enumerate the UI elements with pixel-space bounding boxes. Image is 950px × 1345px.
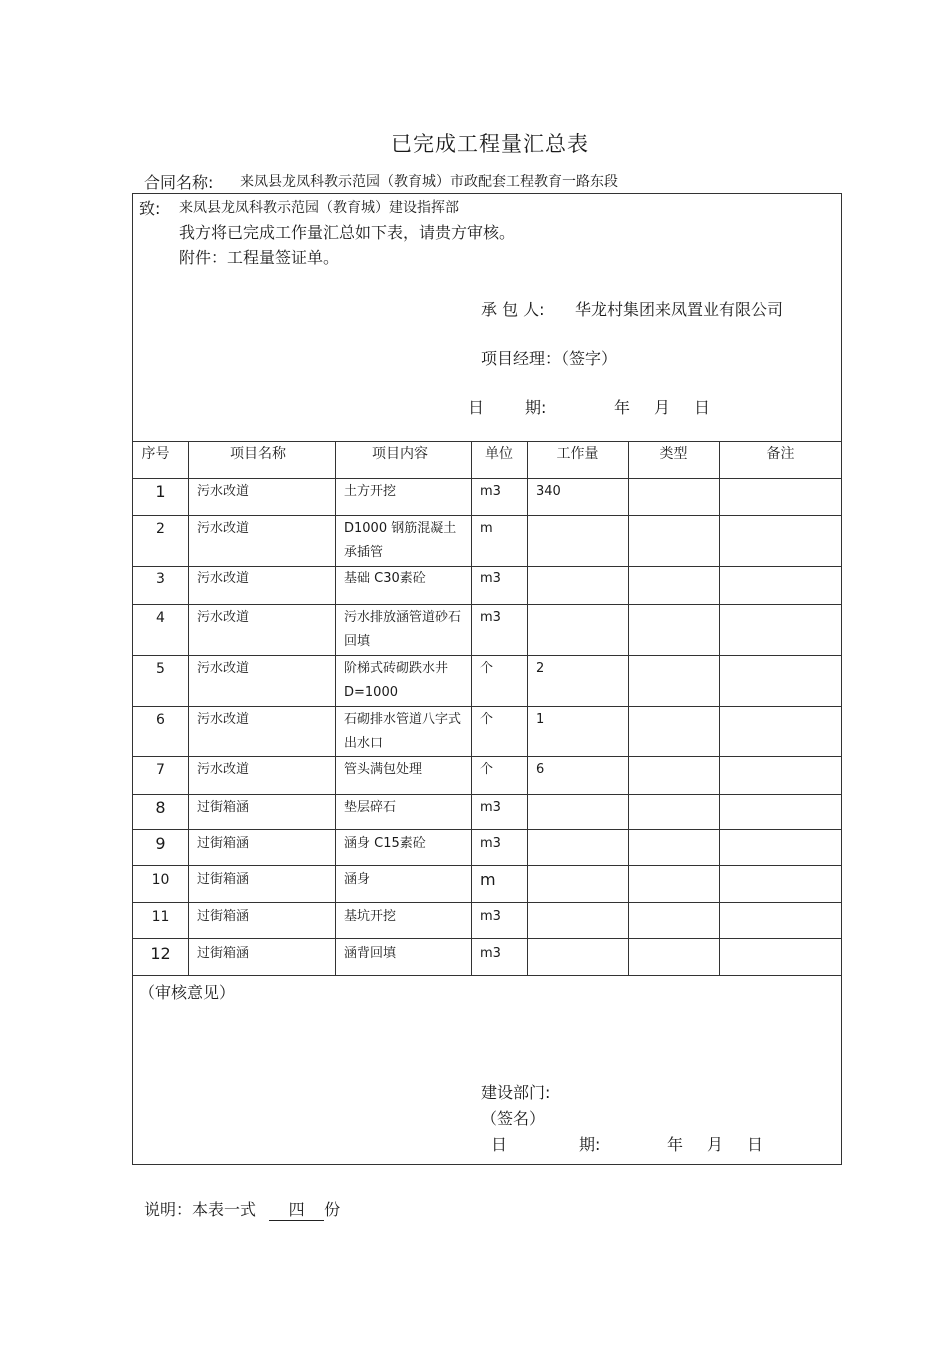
- header-type: 类型: [659, 446, 688, 462]
- table-rule: [133, 706, 842, 707]
- recipient: 来凤县龙凤科教示范园（教育城）建设指挥部: [179, 200, 459, 216]
- row-item-content: 基坑开挖: [344, 909, 397, 924]
- row-item-content: 管头满包处理: [344, 762, 423, 777]
- row-unit: m3: [480, 800, 501, 815]
- review-date-year: 年: [667, 1135, 684, 1154]
- table-rule: [133, 938, 842, 939]
- header-quantity: 工作量: [556, 446, 599, 462]
- copies-count: 四: [269, 1197, 324, 1221]
- table-rule: [133, 829, 842, 830]
- date-day-char: 日: [468, 398, 485, 417]
- date-label: 期:: [525, 398, 547, 417]
- row-item-name: 污水改道: [197, 661, 250, 676]
- row-item-name: 过街箱涵: [197, 872, 250, 887]
- row-unit: 个: [480, 661, 494, 676]
- row-quantity: 340: [536, 484, 561, 499]
- row-seq: 5: [156, 661, 165, 677]
- table-rule: [133, 515, 842, 516]
- column-rule: [188, 441, 189, 975]
- row-item-content: 涵背回填: [344, 946, 397, 961]
- row-seq: 7: [156, 762, 165, 778]
- row-item-name: 污水改道: [197, 610, 250, 625]
- review-date-month: 月: [707, 1135, 724, 1154]
- header-seq: 序号: [141, 446, 170, 462]
- project-manager-signature: 项目经理：（签字）: [481, 349, 618, 368]
- row-seq: 4: [156, 610, 165, 626]
- row-seq: 1: [155, 482, 166, 501]
- to-label: 致:: [139, 199, 161, 218]
- row-item-content: 垫层碎石: [344, 800, 397, 815]
- row-item-content: 土方开挖: [344, 484, 397, 499]
- row-unit: m: [480, 521, 493, 536]
- table-rule: [133, 756, 842, 757]
- column-rule: [719, 441, 720, 975]
- copies-note: [144, 1197, 340, 1221]
- row-seq: 3: [156, 571, 165, 587]
- row-seq: 11: [151, 909, 170, 925]
- row-item-name: 污水改道: [197, 712, 250, 727]
- row-unit: m3: [480, 909, 501, 924]
- review-date-day: 日: [747, 1135, 764, 1154]
- row-item-content: 基础 C30素砼: [344, 571, 426, 586]
- header-item-content: 项目内容: [372, 446, 428, 462]
- table-bottom-rule: [133, 975, 842, 976]
- row-seq: 8: [155, 798, 166, 817]
- row-item-name: 过街箱涵: [197, 946, 250, 961]
- row-quantity: 6: [536, 762, 545, 777]
- row-unit: m3: [480, 836, 501, 851]
- row-item-name: 污水改道: [197, 762, 250, 777]
- column-rule: [335, 441, 336, 975]
- column-rule: [628, 441, 629, 975]
- row-item-name: 污水改道: [197, 571, 250, 586]
- row-item-content: 涵身 C15素砼: [344, 836, 426, 851]
- row-item-name: 污水改道: [197, 521, 250, 536]
- table-rule: [133, 655, 842, 656]
- date-year: 年: [614, 398, 631, 417]
- row-quantity: 2: [536, 661, 545, 676]
- copies-note-suffix: 份: [324, 1200, 341, 1219]
- row-quantity: 1: [536, 712, 545, 727]
- construction-dept-label: 建设部门:: [481, 1083, 551, 1102]
- table-rule: [133, 902, 842, 903]
- letter-line-2: 附件：工程量签证单。: [179, 248, 340, 267]
- review-opinion-label: （审核意见）: [139, 983, 236, 1002]
- row-seq: 10: [151, 872, 170, 888]
- row-item-content: D1000 钢筋混凝土承插管: [344, 521, 457, 560]
- letter-line-1: 我方将已完成工作量汇总如下表，请贵方审核。: [179, 223, 516, 242]
- row-unit: m3: [480, 484, 501, 499]
- date-month: 月: [654, 398, 671, 417]
- row-unit: m3: [480, 946, 501, 961]
- row-seq: 2: [156, 521, 165, 537]
- header-unit: 单位: [485, 446, 513, 462]
- table-rule: [133, 478, 842, 479]
- date-day: 日: [694, 398, 711, 417]
- row-unit: m: [480, 870, 496, 889]
- table-rule: [133, 604, 842, 605]
- row-item-name: 污水改道: [197, 484, 250, 499]
- table-top-rule: [133, 441, 842, 442]
- copies-note-label: 说明：本表一式: [144, 1200, 257, 1219]
- row-item-name: 过街箱涵: [197, 800, 250, 815]
- contractor-name: 华龙村集团来凤置业有限公司: [575, 300, 784, 319]
- contractor-label: 承 包 人:: [481, 300, 545, 319]
- row-unit: 个: [480, 762, 494, 777]
- column-rule: [527, 441, 528, 975]
- row-unit: m3: [480, 571, 501, 586]
- page-title: 已完成工程量汇总表: [391, 132, 589, 156]
- row-item-content: 石砌排水管道八字式出水口: [344, 712, 462, 751]
- review-date-label: 期:: [579, 1135, 601, 1154]
- table-rule: [133, 794, 842, 795]
- table-rule: [133, 865, 842, 866]
- row-item-content: 阶梯式砖砌跌水井 D=1000: [344, 661, 449, 700]
- row-seq: 9: [155, 834, 166, 853]
- row-item-name: 过街箱涵: [197, 836, 250, 851]
- row-seq: 12: [150, 944, 171, 963]
- contract-label: 合同名称:: [144, 173, 214, 192]
- row-unit: 个: [480, 712, 494, 727]
- review-date-day-char: 日: [491, 1135, 508, 1154]
- header-remark: 备注: [766, 446, 795, 462]
- row-item-content: 污水排放涵管道砂石回填: [344, 610, 462, 649]
- column-rule: [471, 441, 472, 975]
- contract-name: 来凤县龙凤科教示范园（教育城）市政配套工程教育一路东段: [240, 174, 618, 190]
- header-item-name: 项目名称: [230, 446, 286, 462]
- signature-label: （签名）: [481, 1109, 546, 1128]
- row-seq: 6: [156, 712, 165, 728]
- row-item-name: 过街箱涵: [197, 909, 250, 924]
- row-unit: m3: [480, 610, 501, 625]
- row-item-content: 涵身: [344, 872, 371, 887]
